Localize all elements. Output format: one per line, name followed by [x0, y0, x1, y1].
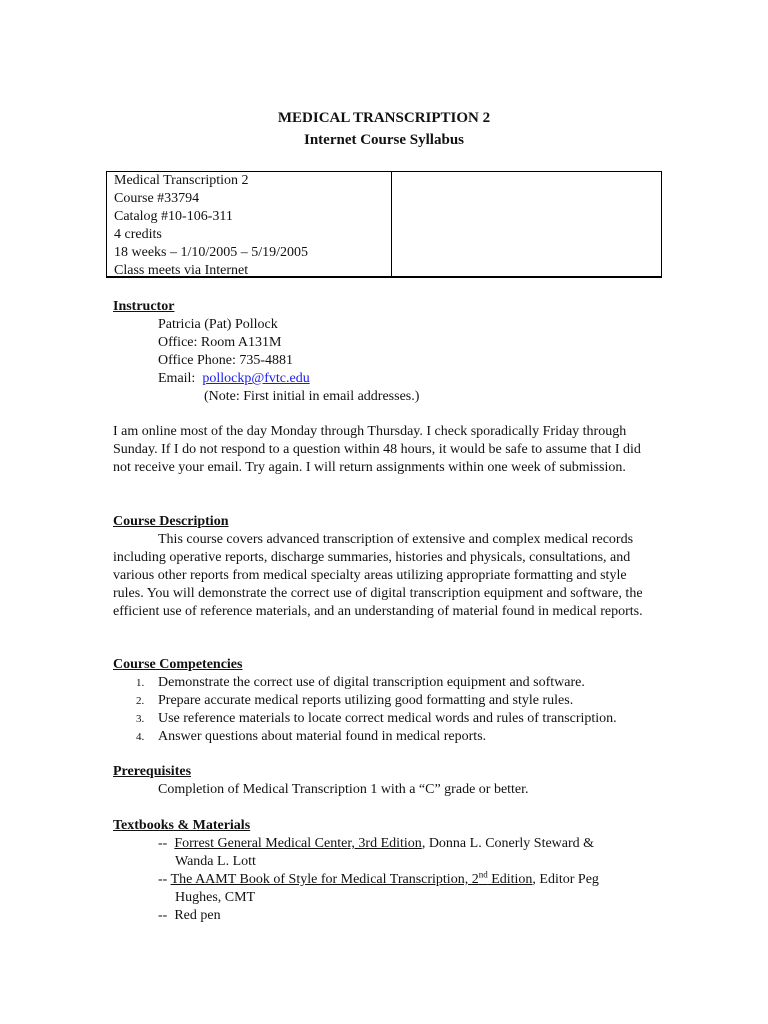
book-1-authors: Wanda L. Lott: [175, 854, 256, 869]
instructor-phone: Office Phone: 735-4881: [158, 353, 294, 368]
class-format: Class meets via Internet: [114, 263, 249, 278]
description-text: This course covers advanced transcription of extensive and complex medical records including operative reports, discharge summaries, histories and physicals, consultations, and various other reports from medical specialty areas utilizing appropriate formatting and style rules. You will demonstrate the correct use of digital transcription equipment and software, the efficient use of reference materials, and an understanding of material found in medical reports.: [113, 532, 643, 619]
document-subtitle: Internet Course Syllabus: [303, 132, 464, 148]
document-title: MEDICAL TRANSCRIPTION 2: [277, 110, 491, 126]
course-name: Medical Transcription 2: [114, 173, 249, 188]
instructor-name: Patricia (Pat) Pollock: [158, 317, 278, 332]
competencies-heading: Course Competencies: [113, 657, 243, 672]
course-dates: 18 weeks – 1/10/2005 – 5/19/2005: [114, 245, 309, 260]
instructor-section: [113, 298, 658, 406]
competencies-section: [113, 656, 658, 746]
book-1-title: Forrest General Medical Center, 3rd Edition: [174, 836, 422, 851]
availability-paragraph: I am online most of the day Monday through Thursday. I check sporadically Friday through Sunday. If I do not respond to a question within 48 hours, it would be safe to assume that I did not receive your email. Try again. I will return assignments within one week of submission.: [113, 424, 641, 475]
prerequisites-section: [113, 763, 658, 799]
prerequisites-heading: Prerequisites: [113, 764, 192, 779]
list-item: 1. Demonstrate the correct use of digital transcription equipment and software.: [136, 675, 585, 690]
list-item: 4. Answer questions about material found in medical reports.: [136, 729, 487, 744]
course-number: Course #33794: [114, 191, 200, 206]
book-2-editor: Hughes, CMT: [175, 890, 256, 905]
prerequisites-text: Completion of Medical Transcription 1 with a “C” grade or better.: [158, 782, 529, 797]
email-link[interactable]: pollockp@fvtc.edu: [202, 371, 310, 386]
instructor-office: Office: Room A131M: [158, 335, 282, 350]
course-info-cell: [107, 172, 392, 276]
instructor-heading: Instructor: [113, 299, 175, 314]
list-item: 2. Prepare accurate medical reports utilizing good formatting and style rules.: [136, 693, 574, 708]
list-item: 3. Use reference materials to locate correct medical words and rules of transcription.: [136, 711, 617, 726]
material-red-pen: -- Red pen: [158, 908, 221, 923]
catalog-number: Catalog #10-106-311: [114, 209, 233, 224]
book-2-title: The AAMT Book of Style for Medical Transcription, 2nd Edition: [170, 869, 533, 887]
course-info-table: [106, 171, 662, 278]
email-label: Email:: [158, 371, 196, 386]
competencies-list: [113, 674, 658, 746]
description-heading: Course Description: [113, 514, 229, 529]
textbooks-heading: Textbooks & Materials: [113, 818, 251, 833]
description-section: [113, 513, 658, 621]
book-1: -- Forrest General Medical Center, 3rd Edition, Donna L. Conerly Steward &: [158, 836, 595, 851]
email-note: (Note: First initial in email addresses.): [204, 389, 420, 404]
instructor-email-line: [113, 370, 658, 388]
book-2: -- The AAMT Book of Style for Medical Transcription, 2nd Edition, Editor Peg: [158, 869, 599, 887]
textbooks-section: [113, 817, 658, 925]
credits: 4 credits: [114, 227, 162, 242]
empty-cell: [392, 172, 661, 276]
